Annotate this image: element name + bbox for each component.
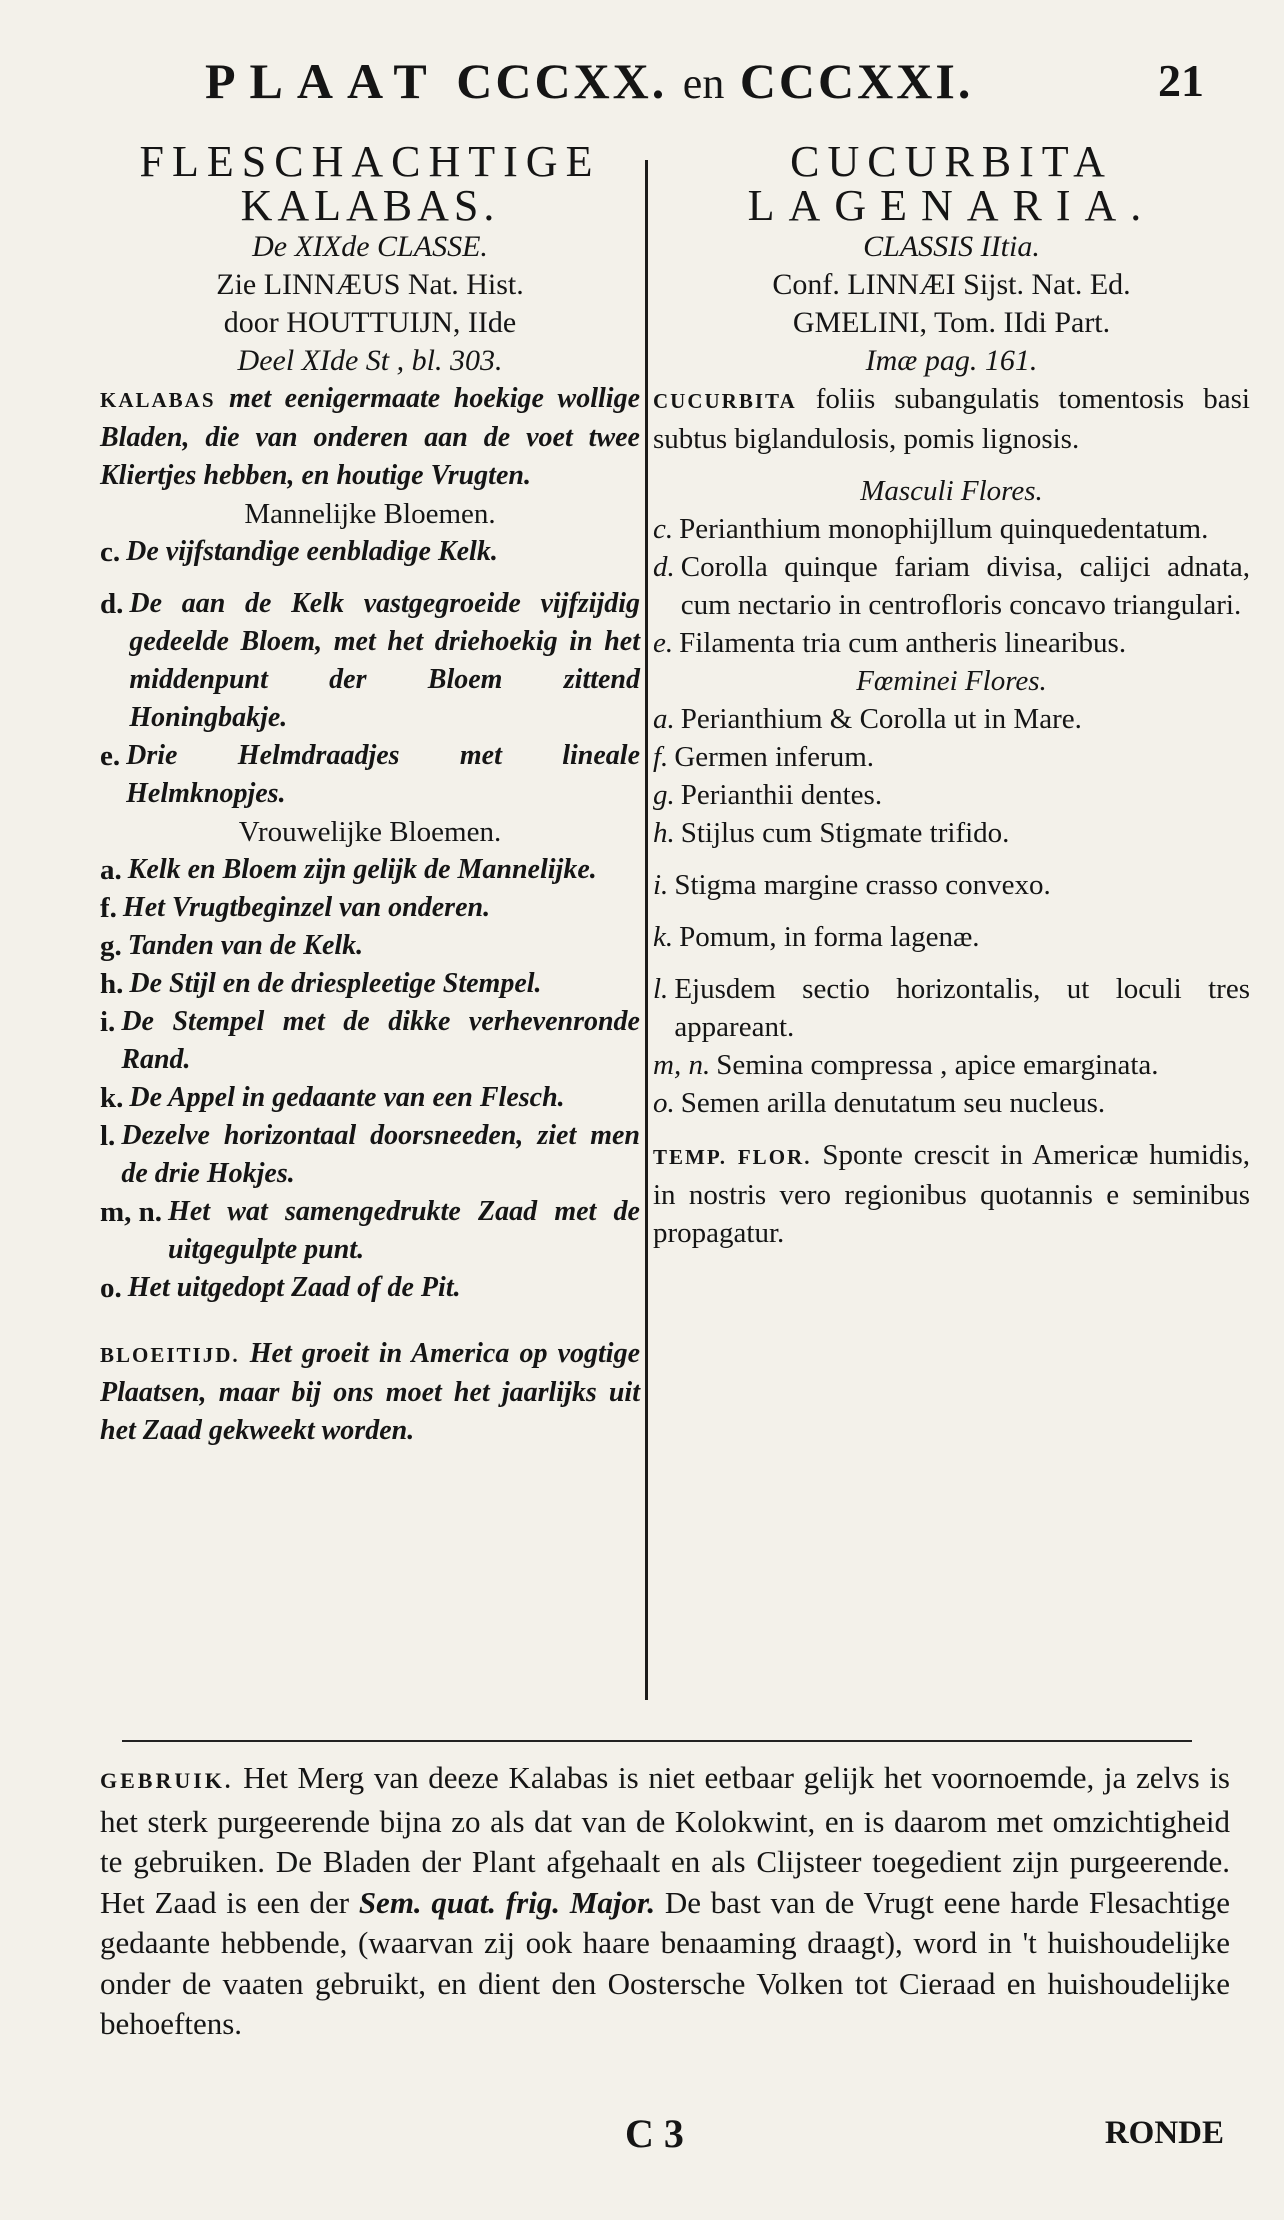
entry-text: Pomum, in forma lagenæ. [679, 921, 980, 953]
gebruik-text-1: Het Merg van deeze Kalabas is niet eetbaar gelijk het voornoemde, ja zelvs is het sterk purgeerende bijna zo als dat van de Kolokwint, en is daarom met omzichtigheid te gebruiken. De Bladen der Plant afgehaalt en als Clijsteer toegedient zijn purgeerende. Het Zaad is een der [100, 1760, 1230, 1920]
latin-desc-text: foliis subangulatis tomentosis basi subtus biglandulosis, pomis lignosis. [653, 383, 1250, 455]
entry-label: f. [100, 892, 117, 924]
latin-female-heading: Fœminei Flores. [856, 665, 1047, 697]
entry-text: De aan de Kelk vastgegroeide vijfzijdig gedeelde Bloem, met het driehoekig in het middenpunt der Bloem zittend Honingbakje. [129, 588, 640, 733]
entry-text: Perianthium & Corolla ut in Mare. [680, 703, 1082, 735]
dutch-entry-e [100, 737, 640, 813]
entry-label: k. [653, 921, 674, 953]
dutch-flowering-time [100, 1335, 640, 1450]
entry-text: Tanden van de Kelk. [127, 930, 364, 961]
latin-entry-e [653, 624, 1250, 662]
entry-label: e. [100, 740, 121, 772]
dutch-desc-keyword: KALABAS [100, 388, 216, 412]
dutch-desc-text: met eenigermaate hoekige wollige Bladen, die van onderen aan de voet twee Kliertjes hebben, en houtige Vrugten. [100, 383, 640, 491]
latin-entry-a [653, 700, 1250, 738]
latin-entry-c [653, 510, 1250, 548]
entry-label: h. [100, 968, 124, 1000]
dutch-classe: De XIXde CLASSE. [252, 230, 488, 263]
latin-entry-d [653, 548, 1250, 624]
dutch-entry-l [100, 1117, 640, 1193]
entry-text: Het uitgedopt Zaad of de Pit. [127, 1272, 461, 1303]
entry-text: Perianthii dentes. [680, 779, 883, 811]
latin-ref-line2: GMELINI, Tom. IIdi Part. [792, 306, 1111, 339]
temp-flor-text: Sponte crescit in Americæ humidis, in nostris vero regionibus quotannis e seminibus propagatur. [653, 1139, 1251, 1249]
entry-text: Het Vrugtbeginzel van onderen. [122, 892, 491, 923]
latin-entry-f [653, 738, 1250, 776]
dutch-title-line1: FLESCHACHTIGE [139, 137, 601, 186]
latin-ref-line1: Conf. LINNÆI Sijst. Nat. Ed. [772, 268, 1131, 301]
gebruik-text-2: De bast van de Vrugt eene harde Flesachtige gedaante hebbende, (waarvan zij ook haare benaaming draagt), word in 't huishoudelijke onder de vaaten gebruikt, en dient den Oostersche Volken tot Cieraad en huishoudelijke behoeftens. [100, 1884, 1231, 2041]
dutch-title-line2: KALABAS. [240, 181, 500, 230]
entry-label: k. [100, 1082, 124, 1114]
entry-text: Drie Helmdraadjes met lineale Helmknopjes. [126, 740, 640, 809]
signature-mark: C 3 [625, 2111, 684, 2156]
dutch-entry-a [100, 851, 640, 889]
entry-label: m, n. [653, 1049, 711, 1081]
latin-entry-mn [653, 1046, 1250, 1084]
entry-text: Stigma margine crasso convexo. [674, 869, 1051, 901]
entry-text: Het wat samengedrukte Zaad met de uitgegulpte punt. [168, 1196, 640, 1265]
entry-label: m, n. [100, 1196, 163, 1228]
latin-desc-keyword: CUCURBITA [653, 389, 797, 413]
dutch-entry-c [100, 533, 640, 571]
dutch-male-heading: Mannelijke Bloemen. [244, 498, 496, 530]
entry-label: d. [100, 588, 124, 620]
entry-label: l. [100, 1120, 116, 1152]
entry-label: g. [100, 930, 122, 962]
entry-text: De Stijl en de driespleetige Stempel. [129, 968, 542, 999]
dutch-column [100, 137, 640, 1450]
entry-label: l. [653, 973, 669, 1005]
entry-text: Germen inferum. [674, 741, 875, 773]
entry-text: Dezelve horizontaal doorsneeden, ziet men de drie Hokjes. [121, 1120, 640, 1189]
latin-male-heading: Masculi Flores. [860, 475, 1043, 507]
latin-entry-g [653, 776, 1250, 814]
running-title [205, 52, 973, 110]
gebruik-keyword: GEBRUIK. [100, 1768, 234, 1793]
dutch-entry-i [100, 1003, 640, 1079]
latin-entry-h [653, 814, 1250, 852]
entry-label: a. [653, 703, 675, 735]
dutch-female-heading: Vrouwelijke Bloemen. [238, 816, 502, 848]
latin-flowering-time [653, 1136, 1250, 1252]
latin-entry-i [653, 866, 1250, 904]
entry-label: i. [653, 869, 669, 901]
gebruik-sem: Sem. quat. frig. Major. [358, 1884, 656, 1920]
entry-label: c. [653, 513, 674, 545]
page-number: 21 [1158, 55, 1204, 106]
dutch-description [100, 380, 640, 495]
roman-numeral-1: CCCXX. [456, 53, 668, 109]
entry-text: Stijlus cum Stigmate trifido. [680, 817, 1010, 849]
entry-label: o. [100, 1272, 122, 1304]
entry-text: Semina compressa , apice emarginata. [716, 1049, 1159, 1081]
dutch-entry-k [100, 1079, 640, 1117]
en-word: en [682, 59, 725, 108]
entry-label: e. [653, 627, 674, 659]
horizontal-rule [122, 1740, 1192, 1742]
latin-entry-l [653, 970, 1250, 1046]
entry-text: De Stempel met de dikke verhevenronde Rand. [121, 1006, 640, 1075]
latin-description [653, 380, 1250, 458]
latin-entry-o [653, 1084, 1250, 1122]
entry-text: Filamenta tria cum antheris linearibus. [679, 627, 1127, 659]
bloeitijd-text: Het groeit in America op vogtige Plaatsen, maar bij ons moet het jaarlijks uit het Zaad gekweekt worden. [100, 1338, 640, 1446]
dutch-entry-h [100, 965, 640, 1003]
catchword: RONDE [1104, 2115, 1224, 2151]
entry-text: Ejusdem sectio horizontalis, ut loculi tres appareant. [674, 973, 1250, 1043]
dutch-ref-line3: Deel XIde St , bl. 303. [237, 344, 503, 377]
entry-text: De vijfstandige eenbladige Kelk. [126, 536, 498, 567]
entry-text: Perianthium monophijllum quinquedentatum. [679, 513, 1209, 545]
dutch-entry-o [100, 1269, 640, 1307]
entry-text: De Appel in gedaante van een Flesch. [129, 1082, 565, 1113]
entry-label: c. [100, 536, 121, 568]
latin-ref-line3: Imæ pag. 161. [865, 344, 1038, 377]
latin-title-line2: LAGENARIA. [747, 181, 1156, 230]
latin-title-line1: CUCURBITA [790, 137, 1113, 186]
latin-entry-k [653, 918, 1250, 956]
entry-label: o. [653, 1087, 675, 1119]
dutch-entry-f [100, 889, 640, 927]
two-column-body [100, 137, 1251, 1700]
entry-text: Corolla quinque fariam divisa, calijci adnata, cum nectario in centrofloris concavo triangulari. [680, 551, 1250, 621]
entry-label: a. [100, 854, 122, 886]
entry-text: Semen arilla denutatum seu nucleus. [680, 1087, 1106, 1119]
dutch-entry-d [100, 585, 640, 737]
entry-label: d. [653, 551, 675, 583]
temp-flor-keyword: TEMP. FLOR. [653, 1145, 812, 1169]
plaat-word: PLAAT [205, 53, 441, 109]
entry-label: h. [653, 817, 675, 849]
column-divider [645, 160, 648, 1700]
entry-label: g. [653, 779, 675, 811]
entry-label: f. [653, 741, 669, 773]
dutch-entry-mn [100, 1193, 640, 1269]
dutch-ref-line2: door HOUTTUIJN, IIde [223, 306, 517, 339]
usage-paragraph [100, 1758, 1230, 2045]
dutch-ref-line1: Zie LINNÆUS Nat. Hist. [216, 268, 524, 301]
latin-classis: CLASSIS IItia. [863, 230, 1040, 263]
bloeitijd-keyword: BLOEITIJD. [100, 1343, 240, 1367]
roman-numeral-2: CCCXXI. [739, 53, 974, 109]
entry-text: Kelk en Bloem zijn gelijk de Mannelijke. [127, 854, 597, 885]
entry-label: i. [100, 1006, 116, 1038]
latin-column [653, 137, 1251, 1252]
dutch-entry-g [100, 927, 640, 965]
